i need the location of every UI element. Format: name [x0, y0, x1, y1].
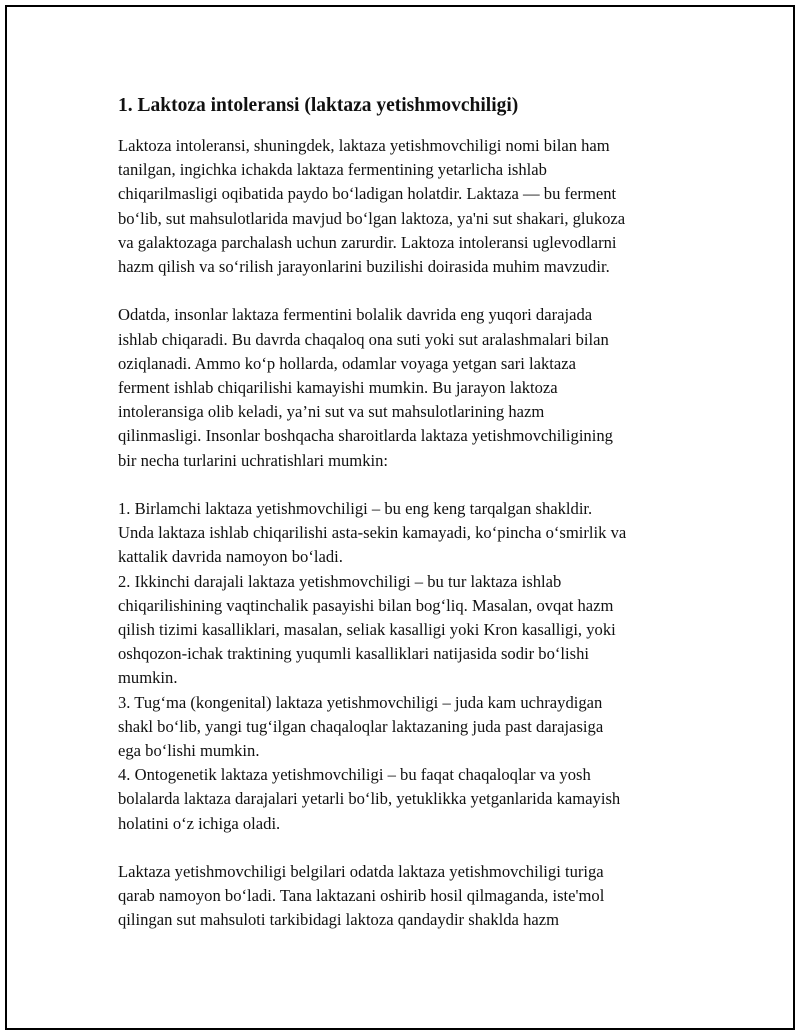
text-line: Unda laktaza ishlab chiqarilishi asta-sekin kamayadi, koʻpincha oʻsmirlik va	[118, 523, 627, 543]
text-line: mumkin.	[118, 668, 178, 688]
text-line: oziqlanadi. Ammo koʻp hollarda, odamlar voyaga yetgan sari laktaza	[118, 353, 577, 373]
document-body	[112, 92, 692, 957]
text-line: tanilgan, ingichka ichakda laktaza fermentining yetarlicha ishlab	[118, 160, 547, 180]
text-line: 2. Ikkinchi darajali laktaza yetishmovchiligi – bu tur laktaza ishlab	[118, 571, 562, 591]
paragraph-enzyme	[118, 303, 692, 472]
text-line: boʻlib, sut mahsulotlarida mavjud boʻlgan laktoza, ya'ni sut shakari, glukoza	[118, 208, 626, 228]
text-line: shakl boʻlib, yangi tugʻilgan chaqaloqlar laktazaning juda past darajasiga	[118, 716, 604, 736]
text-line: 1. Birlamchi laktaza yetishmovchiligi – bu eng keng tarqalgan shakldir.	[118, 499, 593, 519]
text-line: chiqarilishining vaqtinchalik pasayishi bilan bogʻliq. Masalan, ovqat hazm	[118, 595, 614, 615]
text-line: ishlab chiqaradi. Bu davrda chaqaloq ona suti yoki sut aralashmalari bilan	[118, 329, 609, 349]
paragraph-intro	[118, 134, 692, 279]
paragraph-symptoms	[118, 860, 692, 933]
text-line: intoleransiga olib keladi, ya’ni sut va sut mahsulotlarining hazm	[118, 402, 545, 422]
text-line: qilish tizimi kasalliklari, masalan, seliak kasalligi yoki Kron kasalligi, yoki	[118, 620, 616, 640]
text-line: hazm qilish va soʻrilish jarayonlarini buzilishi doirasida muhim mavzudir.	[118, 257, 610, 277]
text-line: va galaktozaga parchalash uchun zarurdir. Laktoza intoleransi uglevodlarni	[118, 232, 617, 252]
text-line: ferment ishlab chiqarilishi kamayishi mumkin. Bu jarayon laktoza	[118, 378, 558, 398]
text-line: qilinmasligi. Insonlar boshqacha sharoitlarda laktaza yetishmovchiligining	[118, 426, 613, 446]
text-line: Laktaza yetishmovchiligi belgilari odatda laktaza yetishmovchiligi turiga	[118, 862, 604, 882]
text-line: holatini oʻz ichiga oladi.	[118, 813, 281, 833]
text-line: Odatda, insonlar laktaza fermentini bolalik davrida eng yuqori darajada	[118, 305, 593, 325]
text-line: 4. Ontogenetik laktaza yetishmovchiligi – bu faqat chaqaloqlar va yosh	[118, 765, 591, 785]
text-line: Laktoza intoleransi, shuningdek, laktaza yetishmovchiligi nomi bilan ham	[118, 136, 610, 155]
text-line: bolalarda laktaza darajalari yetarli boʻlib, yetuklikka yetganlarida kamayish	[118, 789, 621, 809]
text-line: kattalik davrida namoyon boʻladi.	[118, 547, 343, 567]
text-line: chiqarilmasligi oqibatida paydo boʻladigan holatdir. Laktaza — bu ferment	[118, 184, 617, 204]
text-line: qilingan sut mahsuloti tarkibidagi laktoza qandaydir shaklda hazm	[118, 910, 560, 930]
section-heading: 1. Laktoza intoleransi (laktaza yetishmovchiligi)	[118, 95, 519, 116]
text-line: 3. Tugʻma (kongenital) laktaza yetishmovchiligi – juda kam uchraydigan	[118, 692, 603, 712]
text-line: bir necha turlarini uchratishlari mumkin:	[118, 450, 389, 470]
text-line: qarab namoyon boʻladi. Tana laktazani oshirib hosil qilmaganda, iste'mol	[118, 886, 605, 906]
text-line: oshqozon-ichak traktining yuqumli kasalliklari natijasida sodir boʻlishi	[118, 644, 589, 664]
paragraph-types-list	[118, 497, 692, 836]
text-line: ega boʻlishi mumkin.	[118, 741, 260, 761]
